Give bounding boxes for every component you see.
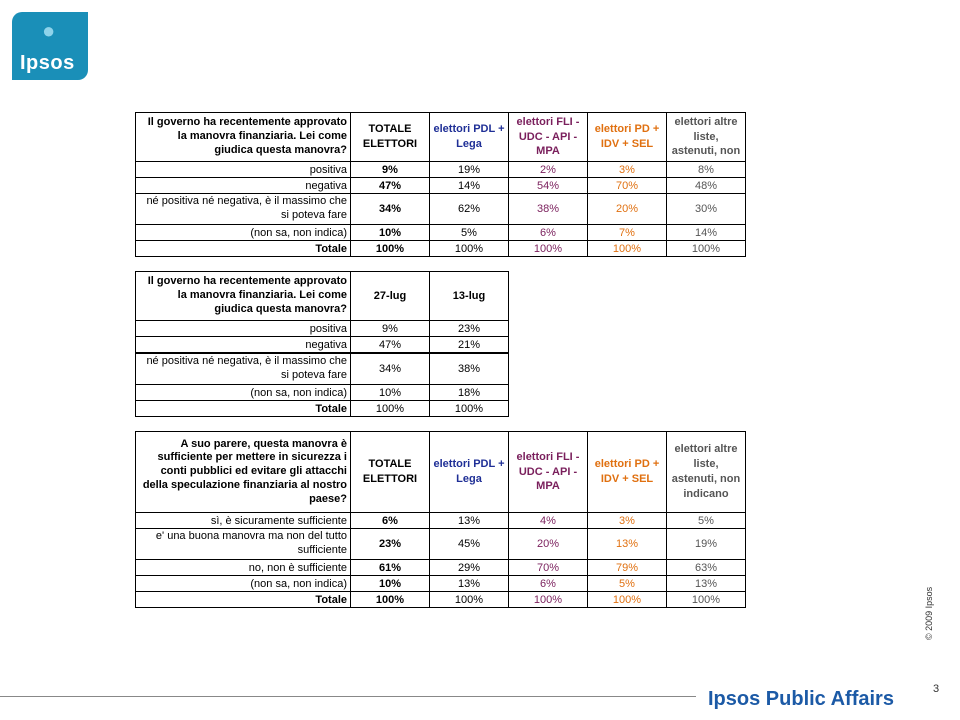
cell: 70% [588,178,667,194]
logo-text: Ipsos [20,52,75,74]
table1-header-fli: elettori FLI - UDC - API - MPA [509,113,588,162]
cell: 13% [667,576,746,592]
cell: 30% [667,194,746,225]
row-label: (non sa, non indica) [136,225,351,241]
cell: 6% [351,513,430,529]
cell: 9% [351,162,430,178]
row-label: (non sa, non indica) [136,576,351,592]
cell: 100% [351,241,430,257]
table-row [136,576,746,592]
table1-header-pd: elettori PD + IDV + SEL [588,113,667,162]
table-row [136,194,746,225]
cell: 38% [509,194,588,225]
row-label: Totale [136,241,351,257]
footer-brand: Ipsos Public Affairs [708,688,894,710]
table2-header-27lug: 27-lug [351,272,430,321]
cell: 34% [351,194,430,225]
cell: 47% [351,337,430,354]
table3-header-pdl: elettori PDL + Lega [430,432,509,513]
row-label: no, non è sufficiente [136,560,351,576]
cell: 47% [351,178,430,194]
cell: 20% [588,194,667,225]
table-row [136,321,509,337]
row-label: né positiva né negativa, è il massimo che si poteva fare [136,194,351,225]
row-label: e' una buona manovra ma non del tutto sufficiente [136,529,351,560]
cell: 10% [351,385,430,401]
table1-header-pdl: elettori PDL + Lega [430,113,509,162]
cell: 62% [430,194,509,225]
cell: 23% [351,529,430,560]
cell: 100% [667,592,746,608]
cell: 61% [351,560,430,576]
cell: 100% [667,241,746,257]
cell: 13% [430,513,509,529]
table-row [136,385,509,401]
page-number: 3 [933,683,940,695]
cell: 14% [430,178,509,194]
cell: 3% [588,513,667,529]
cell: 4% [509,513,588,529]
ipsos-logo [12,12,88,80]
table3-header-altre: elettori altre liste, astenuti, non indicano [667,432,746,513]
cell: 100% [509,592,588,608]
footer-divider [0,696,696,697]
row-label: Totale [136,592,351,608]
table3-header-pd: elettori PD + IDV + SEL [588,432,667,513]
cell: 18% [430,385,509,401]
cell: 54% [509,178,588,194]
table1-question: Il governo ha recentemente approvato la manovra finanziaria. Lei come giudica questa manovra? [136,113,351,162]
cell: 10% [351,225,430,241]
table-row [136,560,746,576]
cell: 2% [509,162,588,178]
table3-question: A suo parere, questa manovra è sufficiente per mettere in sicurezza i conti pubblici ed evitare gli attacchi della speculazione finanziaria al nostro paese? [136,432,351,513]
table-row-total [136,241,746,257]
cell: 100% [588,592,667,608]
cell: 70% [509,560,588,576]
cell: 5% [588,576,667,592]
row-label: positiva [136,321,351,337]
table-sufficiency [135,431,746,608]
cell: 5% [430,225,509,241]
cell: 29% [430,560,509,576]
table-row [136,162,746,178]
cell: 20% [509,529,588,560]
row-label: (non sa, non indica) [136,385,351,401]
table-row-total [136,401,509,417]
row-label: negativa [136,178,351,194]
cell: 8% [667,162,746,178]
cell: 10% [351,576,430,592]
cell: 19% [667,529,746,560]
row-label: negativa [136,337,351,354]
cell: 100% [430,241,509,257]
cell: 63% [667,560,746,576]
row-label: Totale [136,401,351,417]
table3-header-fli: elettori FLI - UDC - API - MPA [509,432,588,513]
row-label: positiva [136,162,351,178]
cell: 13% [430,576,509,592]
cell: 100% [430,401,509,417]
cell: 13% [588,529,667,560]
cell: 19% [430,162,509,178]
cell: 38% [430,353,509,385]
table-row [136,513,746,529]
table2-header-13lug: 13-lug [430,272,509,321]
cell: 100% [351,401,430,417]
table-row [136,353,509,385]
table-row [136,225,746,241]
table1-header-totale: TOTALE ELETTORI [351,113,430,162]
table-row-total [136,592,746,608]
table-row [136,529,746,560]
cell: 79% [588,560,667,576]
cell: 34% [351,353,430,385]
cell: 6% [509,576,588,592]
copyright-notice: © 2009 Ipsos [924,586,934,640]
table-row [136,337,509,354]
cell: 100% [351,592,430,608]
cell: 5% [667,513,746,529]
cell: 23% [430,321,509,337]
cell: 45% [430,529,509,560]
table-voters-judgement [135,112,746,257]
cell: 14% [667,225,746,241]
cell: 100% [430,592,509,608]
cell: 6% [509,225,588,241]
cell: 48% [667,178,746,194]
table1-header-altre: elettori altre liste, astenuti, non [667,113,746,162]
table-row [136,178,746,194]
cell: 3% [588,162,667,178]
cell: 100% [588,241,667,257]
cell: 7% [588,225,667,241]
row-label: né positiva né negativa, è il massimo che si poteva fare [136,353,351,385]
logo-head-icon: ● [42,18,56,43]
cell: 9% [351,321,430,337]
row-label: sì, è sicuramente sufficiente [136,513,351,529]
cell: 21% [430,337,509,354]
table-trend-comparison [135,271,509,417]
table3-header-totale: TOTALE ELETTORI [351,432,430,513]
cell: 100% [509,241,588,257]
table2-question: Il governo ha recentemente approvato la manovra finanziaria. Lei come giudica questa manovra? [136,272,351,321]
